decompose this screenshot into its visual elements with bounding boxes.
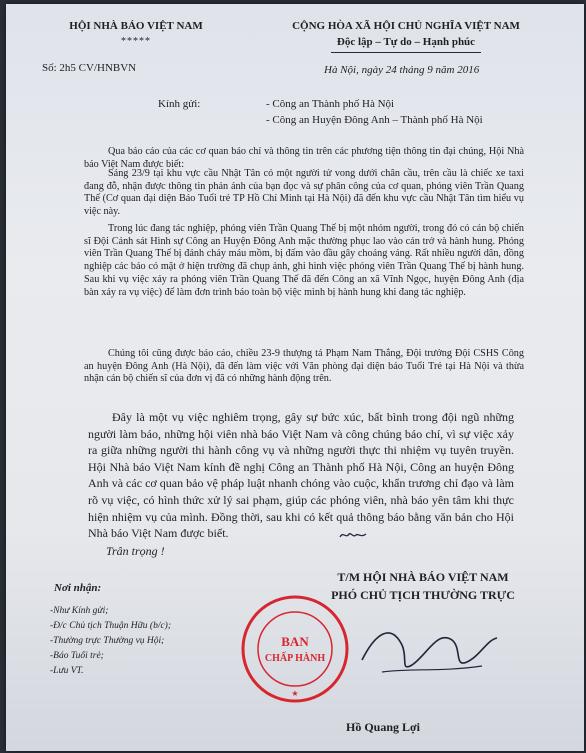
handwritten-signature [342, 610, 502, 690]
signature-role: PHÓ CHỦ TỊCH THƯỜNG TRỰC [331, 588, 515, 602]
body-paragraph-text: Sáng 23/9 tại khu vực cầu Nhật Tân có một người tử vong dưới chân cầu, trên cầu là chiếc xe taxi đang đỗ, nhận được thông tin phản ánh của bạn đọc và sự phân công của cơ quan, phóng viên Trần Quang Thế (Cơ quan đại diện Báo Tuổi trẻ TP Hồ Chí Minh tại Hà Nội) đã đến khu vực cầu Nhật Tân tìm hiểu vụ việc này. [84, 168, 524, 218]
official-stamp [240, 594, 350, 704]
stamp-center-line2: CHẤP HÀNH [264, 653, 326, 664]
organization-name: HỘI NHÀ BÁO VIỆT NAM [69, 20, 203, 32]
signature-organization: T/M HỘI NHÀ BÁO VIỆT NAM [337, 570, 509, 584]
national-title: CỘNG HÒA XÃ HỘI CHỦ NGHĨA VIỆT NAM [292, 20, 520, 32]
body-paragraph-text: Qua báo cáo của các cơ quan báo chí và thông tin trên các phương tiện thông tin đại chúng, Hội Nhà báo Việt Nam được biết: [84, 146, 524, 170]
recipient-item: -Báo Tuổi trẻ; [50, 651, 104, 661]
body-paragraph [84, 223, 524, 299]
document-page [6, 4, 584, 751]
body-paragraph-text: Trong lúc đang tác nghiệp, phóng viên Trần Quang Thế bị một nhóm người, trong đó có cán bộ chiến sĩ Đội Cảnh sát Hình sự Công an Huyện Đông Anh mặc thường phục lao vào cản trở và hành hung. Phóng viên Trần Quang Thế bị đánh chảy máu mồm, bị đấm vào đầu gây choáng váng. Rất nhiều người dân, đồng nghiệp các báo có mặt ở hiện trường đã chụp ảnh, ghi hình việc phóng viên Trần Quang Thế bị hành hung. Sau khi vụ việc xảy ra phóng viên Trần Quang Thế đã đến Công an xã Vĩnh Ngọc, huyện Đông Anh (địa bàn xảy ra vụ việc) để làm đơn trình báo toàn bộ việc mình bị hành hung khi đang tác nghiệp. [84, 223, 524, 298]
addressee-label: Kính gửi: [158, 98, 201, 110]
body-paragraph [84, 348, 524, 386]
national-motto: Độc lập – Tự do – Hạnh phúc [336, 36, 476, 48]
recipients-title: Nơi nhận: [54, 582, 102, 594]
organization-stars: ***** [121, 36, 151, 47]
body-paragraph-large [88, 409, 514, 542]
recipient-item: -Như Kính gửi; [50, 606, 109, 616]
motto-underline [331, 52, 481, 53]
stamp-star: ★ [291, 689, 299, 698]
recipient-item: -Lưu VT. [50, 666, 84, 676]
recipients-list [50, 604, 171, 679]
body-paragraph-text: Đây là một vụ việc nghiêm trọng, gây sự bức xúc, bất bình trong đội ngũ những người làm báo, những hội viên nhà báo Việt Nam và công chúng báo chí, vì sự việc xảy ra giữa những người thi hành công vụ và những người thực thi nhiệm vụ tuyên truyền. Hội Nhà báo Việt Nam kính đề nghị Công an Thành phố Hà Nội, Công an huyện Đông Anh và các cơ quan bảo vệ pháp luật nhanh chóng vào cuộc, khẩn trương chỉ đạo và làm rõ vụ việc, có hình thức xử lý sai phạm, giúp các phóng viên, nhà báo yên tâm khi thực hiện nhiệm vụ của mình. Đồng thời, sau khi có kết quả thông báo bằng văn bản cho Hội Nhà báo Việt Nam được biết. [88, 410, 514, 541]
signer-name: Hồ Quang Lợi [346, 720, 420, 734]
stamp-center-line1: BAN [281, 634, 309, 649]
recipient-item: -Thường trực Thường vụ Hội; [50, 636, 165, 646]
initials-mark [338, 530, 368, 540]
addressee-item: - Công an Huyện Đông Anh – Thành phố Hà Nội [266, 114, 483, 126]
place-and-date: Hà Nội, ngày 24 tháng 9 năm 2016 [324, 64, 480, 76]
closing-line: Trân trọng ! [106, 544, 165, 558]
document-number: Số: 2h5 CV/HNBVN [42, 62, 137, 74]
recipient-item: -Đ/c Chủ tịch Thuận Hữu (b/c); [50, 621, 172, 631]
body-paragraph-text: Chúng tôi cũng được báo cáo, chiều 23-9 thượng tá Phạm Nam Thắng, Đội trưởng Đội CSHS Công an huyện Đông Anh (Hà Nội), đã đến làm việc với Văn phòng đại diện báo Tuổi Trẻ tại Hà Nội và thừa nhận cán bộ chiến sĩ của đơn vị đã có những hành động trên. [84, 348, 524, 385]
addressee-item: - Công an Thành phố Hà Nội [266, 98, 395, 110]
body-paragraph [84, 168, 524, 219]
